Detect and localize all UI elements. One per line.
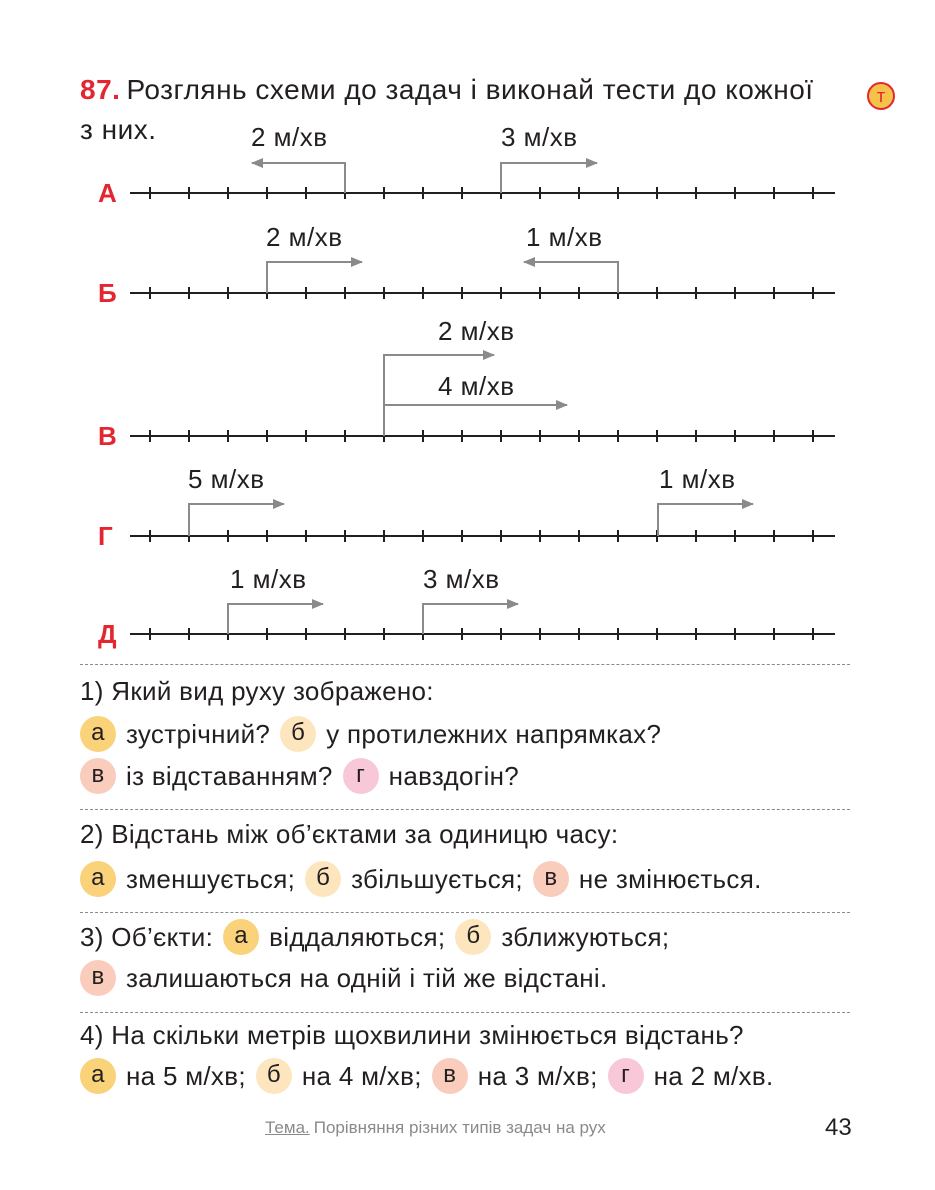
scheme-label-a: А <box>98 178 117 208</box>
option-text: не змінюється. <box>578 863 762 894</box>
speed-label: 1 м/хв <box>230 564 307 594</box>
option-text: збільшується; <box>351 863 523 894</box>
task-text-line1: Розглянь схеми до задач і виконай тести до кожної <box>126 74 814 105</box>
scheme-g-arrow-right-start <box>658 504 753 536</box>
option-letter-b[interactable]: б <box>305 861 341 897</box>
speed-label: 2 м/хв <box>251 122 328 152</box>
scheme-a-arrow-left <box>252 163 345 193</box>
question-1-options-row1 <box>80 716 671 752</box>
question-3-row2 <box>80 960 617 996</box>
scheme-b-arrows <box>267 262 618 293</box>
test-badge-icon: т <box>867 82 895 110</box>
option-letter-v[interactable]: в <box>80 960 116 996</box>
task-number: 87. <box>80 74 121 105</box>
scheme-a-arrow-right <box>501 163 597 193</box>
question-3-row1 <box>80 919 679 955</box>
option-text: зменшується; <box>126 863 296 894</box>
task-text-line2: з них. <box>80 114 157 145</box>
divider <box>80 664 850 665</box>
speed-label: 2 м/хв <box>438 316 515 346</box>
option-letter-g[interactable]: г <box>608 1058 644 1094</box>
option-text: навздогін? <box>388 760 520 791</box>
scheme-label-g: Г <box>98 521 113 551</box>
option-text: на 2 м/хв. <box>653 1060 774 1091</box>
speed-label: 4 м/хв <box>438 371 515 401</box>
option-letter-g[interactable]: г <box>343 758 379 794</box>
option-letter-b[interactable]: б <box>256 1058 292 1094</box>
question-4: 4) На скільки метрів щохвилини змінюється відстань? <box>80 1020 744 1050</box>
divider <box>80 912 850 913</box>
scheme-b-arrow-left <box>524 262 618 293</box>
page-number: 43 <box>825 1114 852 1141</box>
question-2: 2) Відстань між об’єктами за одиницю часу: <box>80 819 619 849</box>
question-4-options <box>80 1058 784 1094</box>
scheme-g-arrows <box>189 504 753 536</box>
option-text: залишаються на одній і тій же відстані. <box>126 962 608 993</box>
option-letter-a[interactable]: а <box>80 716 116 752</box>
scheme-d-arrow-second <box>423 604 518 634</box>
divider <box>80 1012 850 1013</box>
option-text: у протилежних напрямках? <box>326 718 662 749</box>
option-text: на 5 м/хв; <box>126 1060 246 1091</box>
speed-label: 5 м/хв <box>188 464 265 494</box>
speed-label: 1 м/хв <box>526 222 603 252</box>
option-text: віддаляються; <box>269 921 446 952</box>
speed-label: 1 м/хв <box>659 464 736 494</box>
option-letter-a[interactable]: а <box>80 861 116 897</box>
scheme-a-arrows <box>252 163 597 193</box>
option-letter-v[interactable]: в <box>432 1058 468 1094</box>
question-1: 1) Який вид руху зображено: <box>80 676 434 706</box>
question-3: 3) Об’єкти: <box>80 921 214 952</box>
option-letter-a[interactable]: а <box>223 919 259 955</box>
scheme-d-arrow-first <box>228 604 323 634</box>
scheme-d-arrows <box>228 604 518 634</box>
speed-label: 2 м/хв <box>266 222 343 252</box>
question-1-options-row2 <box>80 758 529 794</box>
speed-label: 3 м/хв <box>423 564 500 594</box>
option-letter-b[interactable]: б <box>455 919 491 955</box>
option-text: зближуються; <box>501 921 670 952</box>
option-letter-v[interactable]: в <box>533 861 569 897</box>
option-text: зустрічний? <box>126 718 271 749</box>
option-text: на 4 м/хв; <box>301 1060 422 1091</box>
option-text: із відставанням? <box>126 760 333 791</box>
scheme-g-arrow-left-start <box>189 504 284 536</box>
scheme-b-arrow-right <box>267 262 362 293</box>
option-text: на 3 м/хв; <box>477 1060 598 1091</box>
scheme-label-d: Д <box>98 619 117 649</box>
option-letter-v[interactable]: в <box>80 758 116 794</box>
scheme-label-b: Б <box>98 278 117 308</box>
scheme-label-v: В <box>98 421 117 451</box>
option-letter-a[interactable]: а <box>80 1058 116 1094</box>
speed-label: 3 м/хв <box>501 122 578 152</box>
divider <box>80 809 850 810</box>
question-2-options <box>80 861 772 897</box>
option-letter-b[interactable]: б <box>280 716 316 752</box>
footer-topic <box>265 1118 606 1138</box>
footer-topic-text: Порівняння різних типів задач на рух <box>313 1118 606 1137</box>
footer-tema-label: Тема. <box>265 1118 310 1137</box>
